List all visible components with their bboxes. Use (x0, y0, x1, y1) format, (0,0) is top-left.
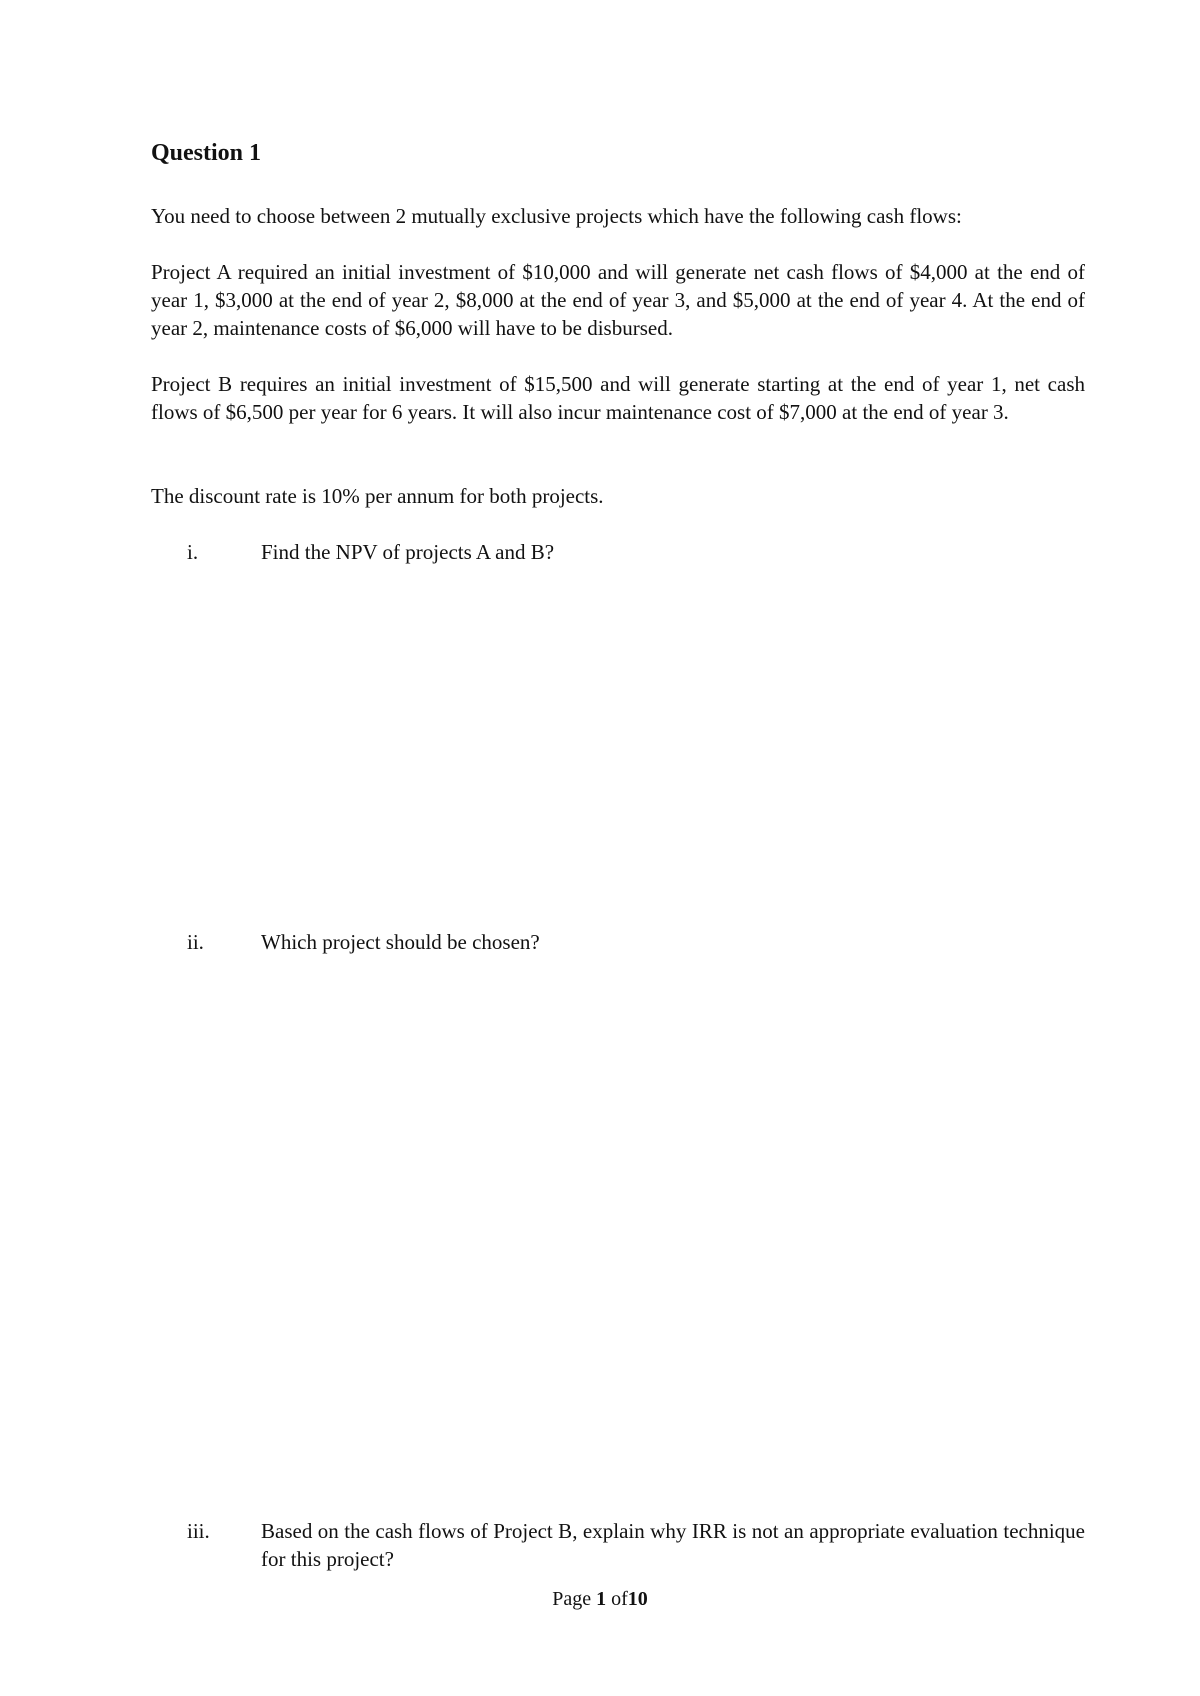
project-b-paragraph: Project B requires an initial investment of $15,500 and will generate starting at the end of year 1, net cash flows of $6,500 per year for 6 years. It will also incur maintenance cost of $7,000 at the end of year 3. (151, 372, 1085, 424)
question-number: iii. (187, 1519, 210, 1543)
question-text: Which project should be chosen? (261, 930, 540, 954)
question-text: Find the NPV of projects A and B? (261, 540, 555, 564)
of-label: of (611, 1588, 628, 1610)
page-label: Page (552, 1588, 592, 1610)
page-number: 1 (596, 1588, 607, 1610)
intro-paragraph: You need to choose between 2 mutually exclusive projects which have the following cash flows: (151, 204, 962, 228)
discount-rate-paragraph: The discount rate is 10% per annum for both projects. (151, 484, 604, 508)
question-heading: Question 1 (151, 140, 262, 166)
question-text: Based on the cash flows of Project B, explain why IRR is not an appropriate evaluation technique for this project? (261, 1519, 1085, 1571)
project-a-paragraph: Project A required an initial investment of $10,000 and will generate net cash flows of $4,000 at the end of year 1, $3,000 at the end of year 2, $8,000 at the end of year 3, and $5,000 at the end of year 4. At the end of year 2, maintenance costs of $6,000 will have to be disbursed. (151, 260, 1085, 340)
question-number: i. (187, 540, 199, 564)
question-number: ii. (187, 930, 204, 954)
page-footer (0, 1588, 1200, 1611)
total-pages: 10 (627, 1588, 648, 1610)
